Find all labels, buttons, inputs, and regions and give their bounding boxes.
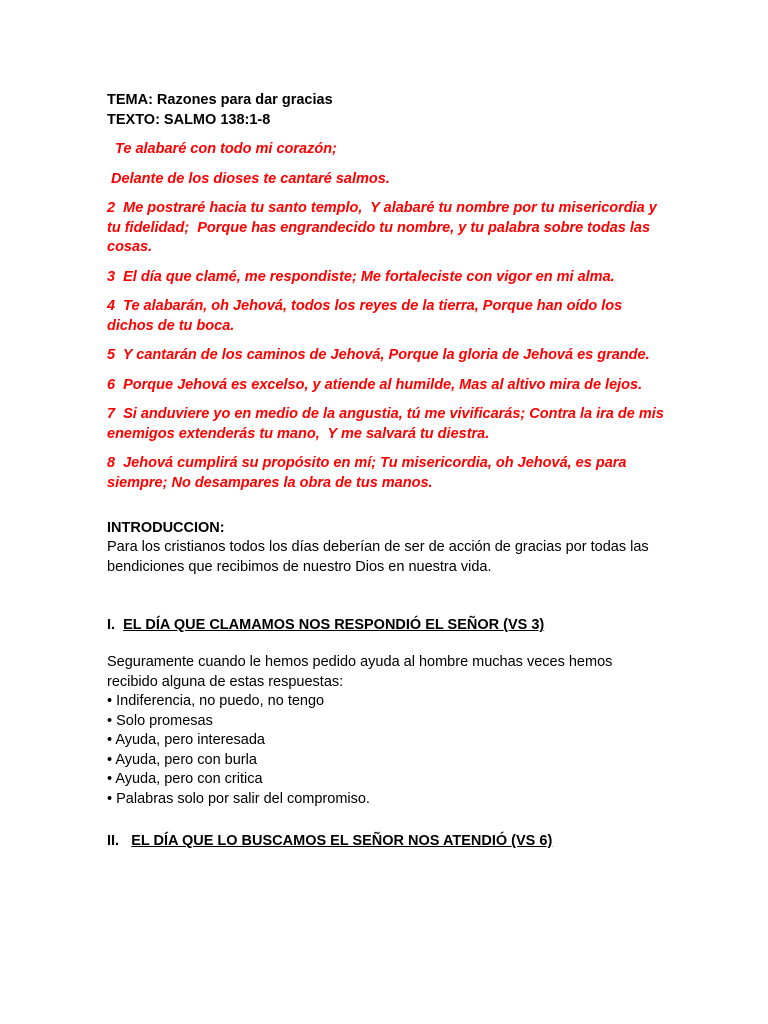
document-content <box>107 90 667 851</box>
list-item: • Solo promesas <box>107 712 667 732</box>
list-item: • Ayuda, pero interesada <box>107 731 667 751</box>
list-item: • Ayuda, pero con burla <box>107 751 667 771</box>
verse-7: 7 Si anduviere yo en medio de la angustia, tú me vivificarás; Contra la ira de mis enemigos extenderás tu mano, Y me salvará tu diestra. <box>107 406 668 442</box>
list-item: • Indiferencia, no puedo, no tengo <box>107 692 667 712</box>
verse-8: 8 Jehová cumplirá su propósito en mí; Tu misericordia, oh Jehová, es para siempre; No desampares la obra de tus manos. <box>107 455 631 491</box>
section-2-number: II. <box>107 833 120 849</box>
intro-title: INTRODUCCION: <box>107 520 225 536</box>
intro-text: Para los cristianos todos los días deberían de ser de acción de gracias por todas las bendiciones que recibimos de nuestro Dios en nuestra vida. <box>107 539 649 575</box>
verse-2: 2 Me postraré hacia tu santo templo, Y alabaré tu nombre por tu misericordia y tu fidelidad; Porque has engrandecido tu nombre, y tu palabra sobre todas las cosas. <box>107 200 661 255</box>
section-1-number: I. <box>107 617 116 633</box>
list-item: • Palabras solo por salir del compromiso. <box>107 790 667 810</box>
section-2-title: EL DÍA QUE LO BUSCAMOS EL SEÑOR NOS ATENDIÓ (VS 6) <box>131 833 553 849</box>
verse-1b: Delante de los dioses te cantaré salmos. <box>107 170 390 187</box>
verse-1a: Te alabaré con todo mi corazón; <box>107 141 337 157</box>
verse-5: 5 Y cantarán de los caminos de Jehová, Porque la gloria de Jehová es grande. <box>107 347 650 363</box>
tema-line: TEMA: Razones para dar gracias <box>107 92 333 108</box>
section-1-text: Seguramente cuando le hemos pedido ayuda al hombre muchas veces hemos recibido alguna de estas respuestas: <box>107 654 613 690</box>
verse-3: 3 El día que clamé, me respondiste; Me fortaleciste con vigor en mi alma. <box>107 268 615 285</box>
list-item: • Ayuda, pero con critica <box>107 770 667 790</box>
verse-4: 4 Te alabarán, oh Jehová, todos los reyes de la tierra, Porque han oído los dichos de tu boca. <box>107 298 627 334</box>
texto-line: TEXTO: SALMO 138:1-8 <box>107 112 271 128</box>
section-1-heading <box>107 615 667 635</box>
section-1-bullets <box>107 692 667 809</box>
section-2-heading <box>107 831 667 851</box>
section-1-title: EL DÍA QUE CLAMAMOS NOS RESPONDIÓ EL SEÑOR (VS 3) <box>123 617 545 633</box>
verse-6: 6 Porque Jehová es excelso, y atiende al humilde, Mas al altivo mira de lejos. <box>107 376 643 393</box>
